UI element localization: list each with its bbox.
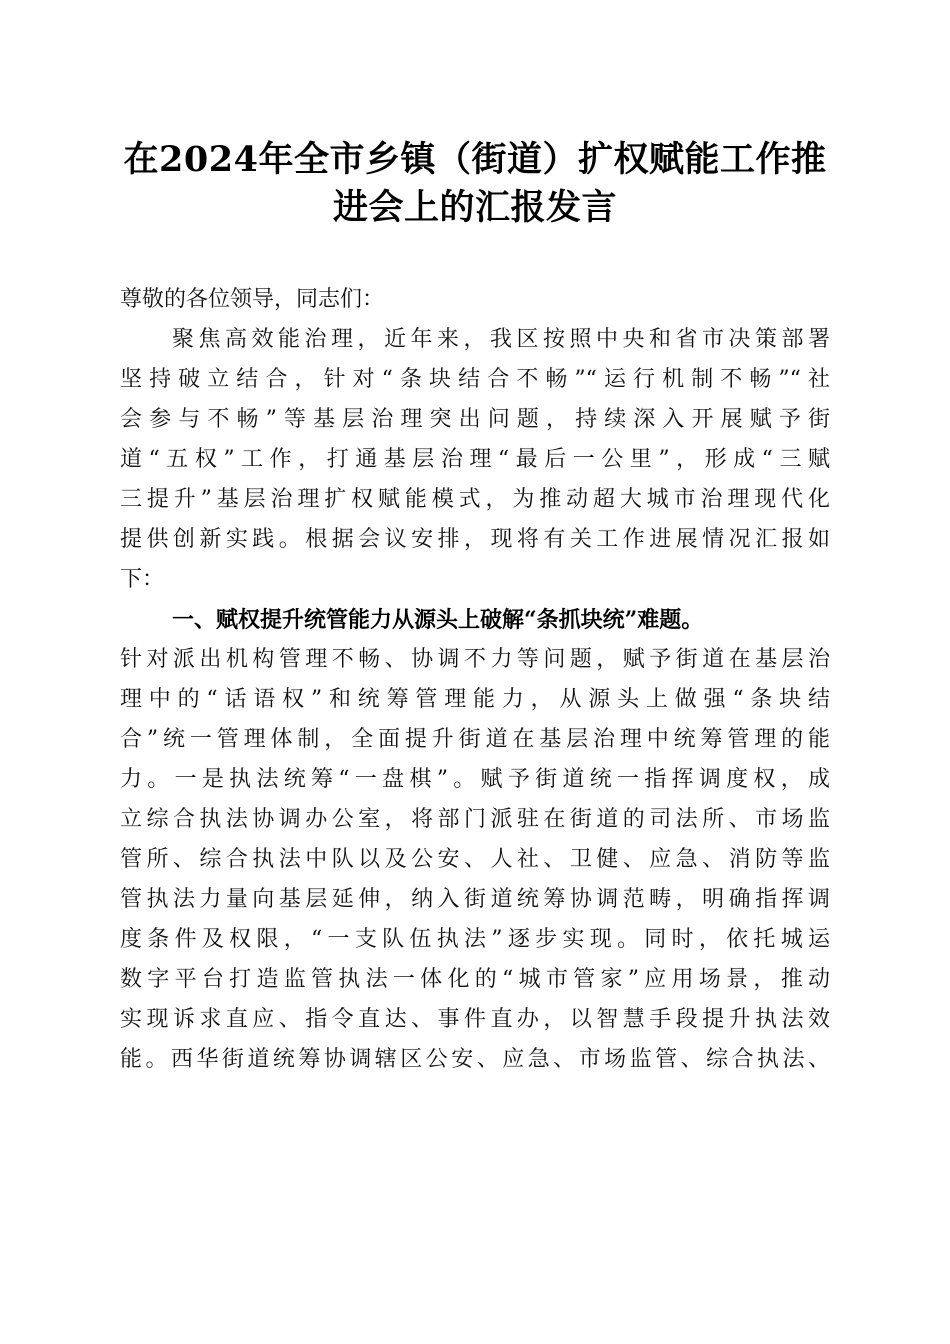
- section-1-line: 数字平台打造监管执法一体化的“城市管家”应用场景，推动: [120, 967, 830, 992]
- title-line-2: 进会上的汇报发言: [332, 187, 617, 228]
- document-body: [120, 280, 830, 1080]
- intro-line: 聚焦高效能治理，近年来，我区按照中央和省市决策部署: [172, 327, 830, 352]
- section-1-line: 针对派出机构管理不畅、协调不力等问题，赋予街道在基层治: [120, 647, 830, 672]
- section-1-heading: 一、赋权提升统管能力从源头上破解“条抓块统”难题。: [172, 607, 704, 633]
- section-1-paragraph: [120, 600, 830, 1080]
- intro-line: 道“五权”工作，打通基层治理“最后一公里”，形成“三赋: [120, 447, 830, 472]
- salutation: 尊敬的各位领导，同志们：: [120, 287, 385, 312]
- section-1-line: 能。西华街道统筹协调辖区公安、应急、市场监管、综合执法、: [120, 1047, 830, 1072]
- section-1-line: 力。一是执法统筹“一盘棋”。赋予街道统一指挥调度权，成: [120, 767, 830, 792]
- section-1-line: 合”统一管理体制，全面提升街道在基层治理中统筹管理的能: [120, 727, 830, 752]
- intro-paragraph: [120, 320, 830, 600]
- intro-line: 提供创新实践。根据会议安排，现将有关工作进展情况汇报如: [120, 527, 830, 552]
- intro-line: 坚持破立结合，针对“条块结合不畅”“运行机制不畅”“社: [120, 367, 830, 392]
- section-1-line: 度条件及权限，“一支队伍执法”逐步实现。同时，依托城运: [120, 927, 830, 952]
- document-title: [118, 136, 832, 232]
- section-1-line: 理中的“话语权”和统筹管理能力，从源头上做强“条块结: [120, 687, 830, 712]
- intro-line: 下：: [120, 567, 165, 592]
- section-1-line: 实现诉求直应、指令直达、事件直办，以智慧手段提升执法效: [120, 1007, 830, 1032]
- section-1-line: 管所、综合执法中队以及公安、人社、卫健、应急、消防等监: [120, 847, 830, 872]
- section-1-line: 立综合执法协调办公室，将部门派驻在街道的司法所、市场监: [120, 807, 830, 832]
- intro-line: 会参与不畅”等基层治理突出问题，持续深入开展赋予街: [120, 407, 830, 432]
- intro-line: 三提升”基层治理扩权赋能模式，为推动超大城市治理现代化: [120, 487, 830, 512]
- title-line-1: 在2024年全市乡镇（街道）扩权赋能工作推: [123, 139, 827, 180]
- section-1-line: 管执法力量向基层延伸，纳入街道统筹协调范畴，明确指挥调: [120, 887, 830, 912]
